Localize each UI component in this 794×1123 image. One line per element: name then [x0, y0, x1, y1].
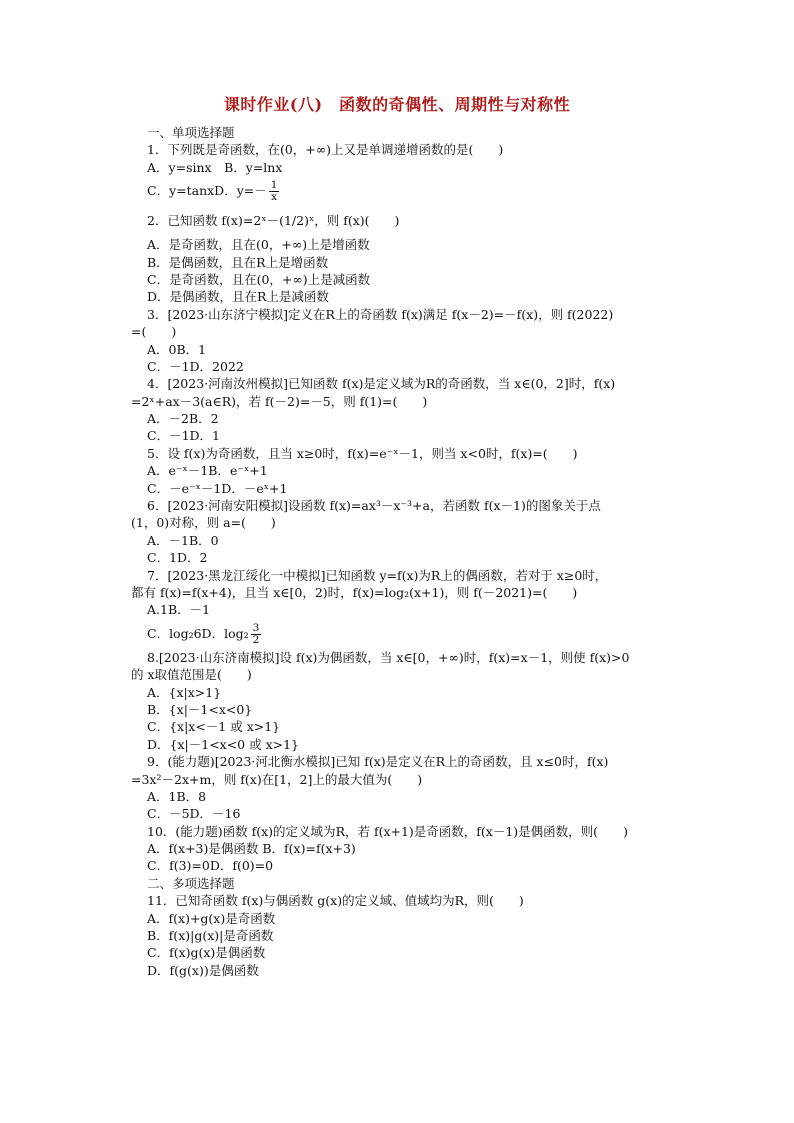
answer-option-line — [131, 159, 676, 176]
answer-option-line — [131, 410, 676, 427]
answer-option-line — [131, 927, 676, 944]
line-text: 11．已知奇函数 f(x)与偶函数 g(x)的定义域、值域均为R，则( ) — [147, 893, 524, 909]
question-text-line — [131, 584, 676, 601]
answer-option-line — [131, 736, 676, 753]
answer-option-line — [131, 176, 676, 206]
line-text: C．1D．2 — [147, 550, 208, 566]
line-text: 二、多项选择题 — [147, 875, 235, 891]
fraction-numerator: 1 — [270, 179, 278, 192]
line-text: 3．[2023·山东济宁模拟]定义在R上的奇函数 f(x)满足 f(x－2)=－f(x)，则 f(2022) — [147, 306, 614, 322]
question-text-line — [131, 649, 676, 666]
line-text: 的 x取值范围是( ) — [131, 667, 252, 683]
line-text: A．f(x)+g(x)是奇函数 — [147, 910, 276, 926]
section-heading — [131, 124, 676, 141]
question-text-line — [131, 666, 676, 683]
line-text: A．0B．1 — [147, 341, 207, 357]
answer-option-line — [131, 857, 676, 874]
line-text: 6．[2023·河南安阳模拟]设函数 f(x)=ax³－x⁻³+a，若函数 f(x－1)的图象关于点 — [147, 498, 601, 514]
line-text: (1，0)对称，则 a=( ) — [131, 515, 276, 531]
question-list — [131, 124, 676, 979]
answer-option-line — [131, 840, 676, 857]
line-text: C．－1D．1 — [147, 428, 220, 444]
answer-option-line — [131, 788, 676, 805]
answer-option-line — [131, 288, 676, 305]
question-text-line — [131, 567, 676, 584]
line-text: C．log₂6D．log₂ — [147, 625, 249, 641]
line-text: A．1B．8 — [147, 788, 207, 804]
line-text: 10．(能力题)函数 f(x)的定义域为R，若 f(x+1)是奇函数，f(x－1)是偶函数，则( ) — [147, 823, 628, 839]
answer-option-line — [131, 532, 676, 549]
line-text: A.1B．－1 — [147, 602, 211, 618]
line-text: C．－5D．－16 — [147, 806, 241, 822]
answer-option-line — [131, 718, 676, 735]
line-text: 9．(能力题)[2023·河北衡水模拟]已知 f(x)是定义在R上的奇函数，且 x≤0时，f(x) — [147, 754, 609, 770]
answer-option-line — [131, 462, 676, 479]
line-text: 2．已知函数 f(x)=2ˣ－(1/2)ˣ，则 f(x)( ) — [147, 213, 400, 229]
line-text: 4．[2023·河南汝州模拟]已知函数 f(x)是定义域为R的奇函数，当 x∈(0，2]时，f(x) — [147, 376, 616, 392]
line-text: C．{x|x<－1 或 x>1} — [147, 719, 281, 735]
answer-option-line — [131, 358, 676, 375]
line-text: A．－2B．2 — [147, 411, 219, 427]
line-text: A．y=sinx B．y=lnx — [147, 159, 283, 175]
answer-option-line — [131, 601, 676, 618]
line-text: =2ˣ+ax－3(a∈R)，若 f(－2)=－5，则 f(1)=( ) — [131, 393, 428, 409]
line-text: C．f(x)g(x)是偶函数 — [147, 945, 266, 961]
answer-option-line — [131, 254, 676, 271]
line-text: 一、单项选择题 — [147, 125, 235, 140]
line-text: A．是奇函数，且在(0，+∞)上是增函数 — [147, 237, 370, 253]
answer-option-line — [131, 271, 676, 288]
answer-option-line — [131, 962, 676, 979]
line-text: B．{x|－1<x<0} — [147, 701, 253, 717]
question-text-line — [131, 823, 676, 840]
answer-option-line — [131, 944, 676, 961]
answer-option-line — [131, 805, 676, 822]
question-text-line — [131, 141, 676, 158]
line-text: D．{x|－1<x<0 或 x>1} — [147, 736, 300, 752]
fraction-denominator: x — [271, 191, 278, 204]
answer-option-line — [131, 549, 676, 566]
question-text-line — [131, 393, 676, 410]
line-text: C．－1D．2022 — [147, 358, 244, 374]
fraction — [269, 180, 280, 203]
answer-option-line — [131, 236, 676, 253]
question-text-line — [131, 771, 676, 788]
line-text: C．－e⁻ˣ－1D．－eˣ+1 — [147, 480, 288, 496]
line-text: 8.[2023·山东济南模拟]设 f(x)为偶函数，当 x∈[0，+∞)时，f(x)=x－1，则使 f(x)>0 — [147, 649, 630, 665]
question-text-line — [131, 206, 676, 236]
question-text-line — [131, 306, 676, 323]
line-text: C．f(3)=0D．f(0)=0 — [147, 858, 274, 874]
line-text: 7．[2023·黑龙江绥化一中模拟]已知函数 y=f(x)为R上的偶函数，若对于 x≥0时， — [147, 567, 608, 583]
line-text: C．是奇函数，且在(0，+∞)上是减函数 — [147, 271, 371, 287]
answer-option-line — [131, 701, 676, 718]
line-text: D．是偶函数，且在R上是减函数 — [147, 289, 329, 305]
answer-option-line — [131, 684, 676, 701]
answer-option-line — [131, 619, 676, 649]
line-text: =3x²－2x+m，则 f(x)在[1，2]上的最大值为( ) — [131, 771, 423, 787]
fraction — [251, 623, 262, 646]
fraction-numerator: 3 — [252, 621, 260, 634]
line-text: 都有 f(x)=f(x+4)，且当 x∈[0，2)时，f(x)=log₂(x+1)，则 f(－2021)=( ) — [131, 584, 578, 600]
page-title: 课时作业(八) 函数的奇偶性、周期性与对称性 — [223, 95, 571, 114]
line-text: D．f(g(x))是偶函数 — [147, 962, 259, 978]
answer-option-line — [131, 910, 676, 927]
question-text-line — [131, 892, 676, 909]
line-text: A．－1B．0 — [147, 532, 219, 548]
fraction-denominator: 2 — [252, 633, 260, 646]
line-text: C．y=tanxD．y=－ — [147, 183, 267, 199]
line-text: A．{x|x>1} — [147, 684, 222, 700]
line-text: 1．下列既是奇函数，在(0，+∞)上又是单调递增函数的是( ) — [147, 142, 504, 158]
line-text: =( ) — [131, 324, 177, 340]
question-text-line — [131, 753, 676, 770]
question-text-line — [131, 497, 676, 514]
section-heading — [131, 875, 676, 892]
line-text: A．f(x+3)是偶函数 B．f(x)=f(x+3) — [147, 841, 356, 857]
question-text-line — [131, 514, 676, 531]
answer-option-line — [131, 341, 676, 358]
answer-option-line — [131, 480, 676, 497]
question-text-line — [131, 323, 676, 340]
answer-option-line — [131, 427, 676, 444]
line-text: B．f(x)|g(x)|是奇函数 — [147, 928, 274, 944]
line-text: 5．设 f(x)为奇函数，且当 x≥0时，f(x)=e⁻ˣ－1，则当 x<0时，f(x)=( ) — [147, 445, 578, 461]
question-text-line — [131, 445, 676, 462]
line-text: B．是偶函数，且在R上是增函数 — [147, 254, 329, 270]
question-text-line — [131, 375, 676, 392]
line-text: A．e⁻ˣ－1B．e⁻ˣ+1 — [147, 463, 268, 479]
